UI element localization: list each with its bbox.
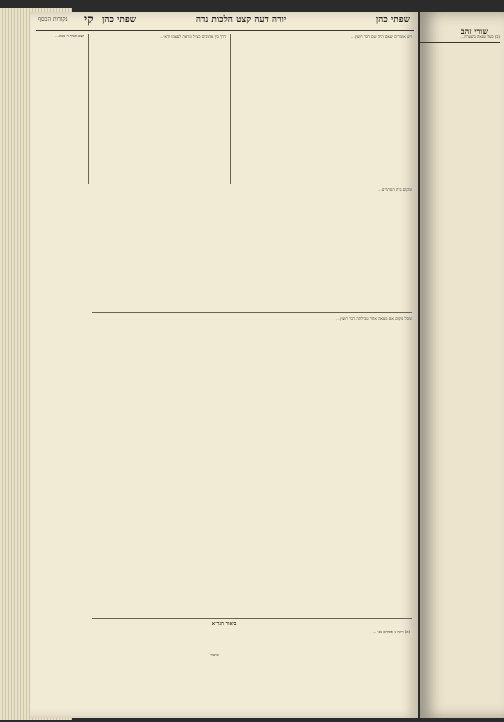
lower-text: ומכל מקום אם מצאה אחר טבילתה דבר חוצץ... [336,316,412,321]
footnote-title: ביאור הגר״א [211,621,237,627]
column-divider [88,34,89,184]
main-column: ויש אומרים שאם היה שם דבר חוצץ... [350,34,412,39]
header-rule [36,30,414,31]
right-page-text: (ב) בעל שנאה בשערה... [460,34,500,39]
marginal-note: קצט סעיף ד׳ מנהג... [55,34,84,38]
section-rule [92,312,412,313]
running-head [36,14,414,28]
head-siman-label: שפתי כהן [375,15,410,25]
left-page [30,12,418,718]
column-divider [230,34,231,184]
footnote: (א) ויקח ג׳ פסקים בכ׳ ... [372,629,410,634]
shach-column: דרך בין אהובים כצ״ל ונראה לעצמו ודאי... [159,34,226,39]
head-shach-label: שפתי כהן [102,15,137,25]
head-nekudat-label: נקודות הכסף [38,16,68,23]
right-page-head: שורי זהב [460,26,488,36]
footnote-rule [92,618,412,619]
tur-column: ומקום בית הסתרים... [377,187,412,192]
page-title: יורה דעה קצט הלכות נדה [195,15,287,25]
right-page [420,12,504,718]
leaf-number: קי [84,12,94,26]
page-signature: שיעור [210,652,220,657]
